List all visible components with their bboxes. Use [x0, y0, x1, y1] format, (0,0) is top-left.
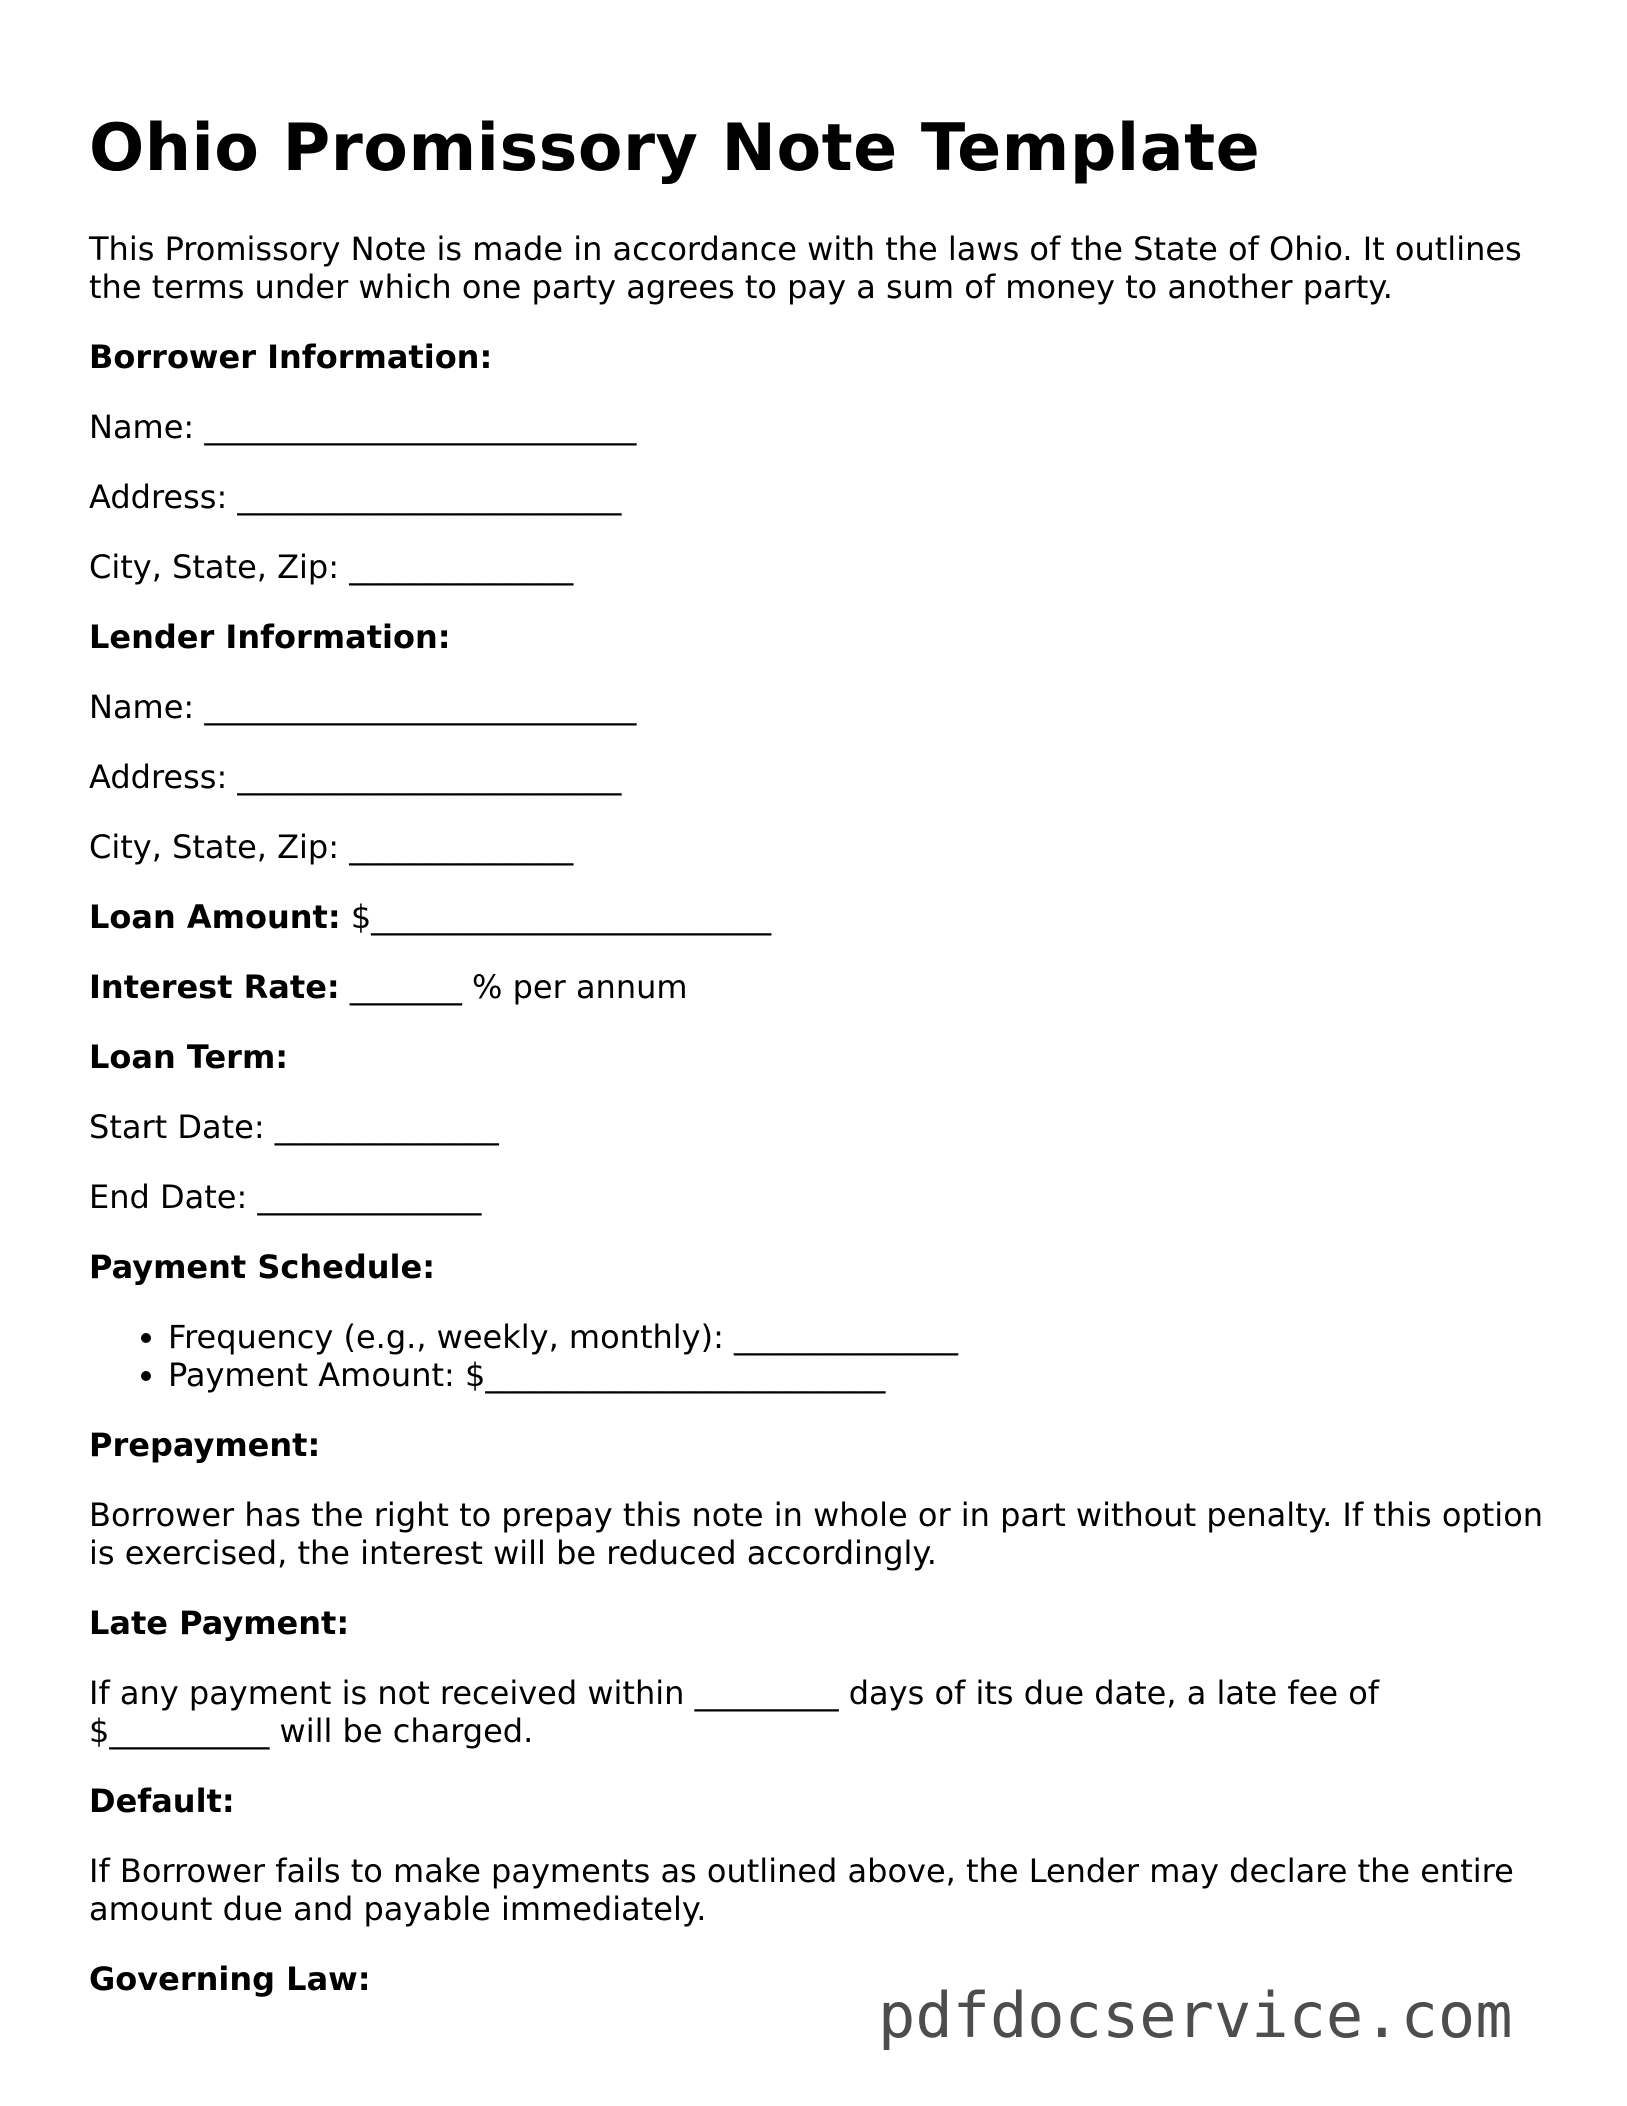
start-date-field: Start Date: ______________ — [89, 1108, 499, 1146]
lender-name-field: Name: ___________________________ — [89, 688, 637, 726]
watermark: pdfdocservice.com — [878, 1979, 1513, 2052]
late-payment-heading: Late Payment: — [89, 1604, 350, 1642]
loan-amount-line — [89, 898, 1549, 936]
list-item: • Frequency (e.g., weekly, monthly): ______________ — [168, 1318, 1549, 1356]
late-payment-text-line2: $__________ will be charged. — [89, 1712, 534, 1750]
loan-amount-label: Loan Amount: — [89, 898, 341, 936]
loan-term-heading: Loan Term: — [89, 1038, 289, 1076]
borrower-heading: Borrower Information: — [89, 338, 493, 376]
page-title: Ohio Promissory Note Template — [89, 111, 1261, 186]
borrower-city-field: City, State, Zip: ______________ — [89, 548, 574, 586]
loan-amount-field: $_________________________ — [340, 898, 772, 936]
lender-address-field: Address: ________________________ — [89, 758, 622, 796]
prepayment-heading: Prepayment: — [89, 1426, 321, 1464]
payment-schedule-heading: Payment Schedule: — [89, 1248, 435, 1286]
borrower-name-field: Name: ___________________________ — [89, 408, 637, 446]
late-payment-text — [89, 1674, 1549, 1750]
payment-schedule-list — [89, 1318, 1549, 1394]
default-heading: Default: — [89, 1782, 235, 1820]
list-item: • Payment Amount: $_________________________ — [168, 1356, 1549, 1394]
interest-rate-field: _______ % per annum — [339, 968, 688, 1006]
intro-paragraph: This Promissory Note is made in accordance with the laws of the State of Ohio. It outlines the terms under which one party agrees to pay a sum of money to another party. — [89, 230, 1522, 306]
late-payment-text-line1: If any payment is not received within _________ days of its due date, a late fee of — [89, 1674, 1380, 1712]
end-date-field: End Date: ______________ — [89, 1178, 482, 1216]
prepayment-text: Borrower has the right to prepay this note in whole or in part without penalty. If this option is exercised, the interest will be reduced accordingly. — [89, 1496, 1544, 1572]
borrower-address-field: Address: ________________________ — [89, 478, 622, 516]
default-text: If Borrower fails to make payments as outlined above, the Lender may declare the entire amount due and payable immediately. — [89, 1852, 1514, 1928]
interest-rate-line — [89, 968, 1549, 1006]
document-page — [89, 110, 1549, 2030]
lender-city-field: City, State, Zip: ______________ — [89, 828, 574, 866]
lender-heading: Lender Information: — [89, 618, 451, 656]
governing-law-heading: Governing Law: — [89, 1960, 371, 1998]
interest-rate-label: Interest Rate: — [89, 968, 340, 1006]
